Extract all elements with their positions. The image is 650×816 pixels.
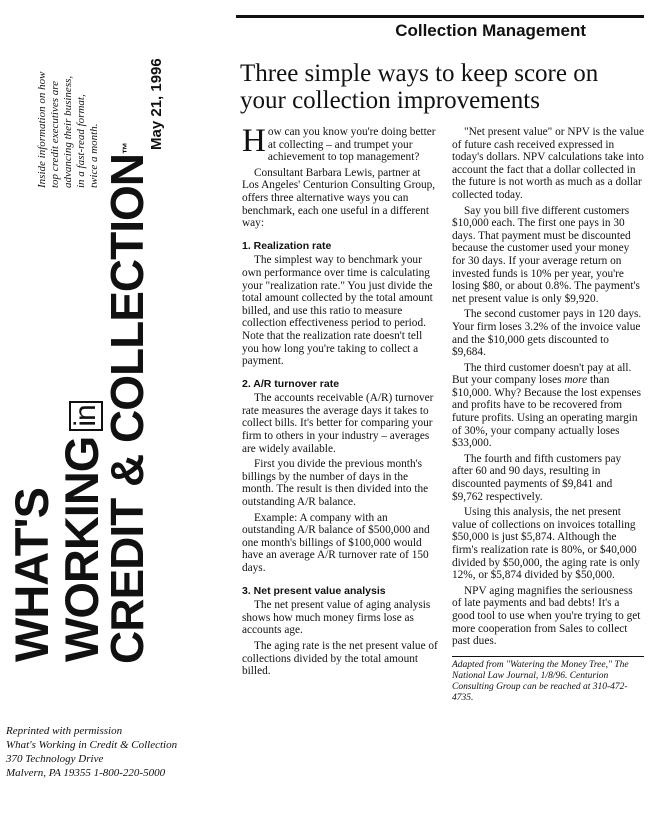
paragraph: The aging rate is the net present value of collections divided by the total amount billed. [242, 639, 438, 678]
source-details: The National Law Journal, 1/8/96. Centurion Consulting Group can be reached at 310-472-4735. [452, 659, 629, 703]
paragraph: The fourth and fifth customers pay after 60 and 90 days, resulting in discounted payments of $9,841 and $9,762 respectively. [452, 452, 622, 503]
paragraph: First you divide the previous month's billings by the number of days in the month. The result is then divided into the outstanding A/R balance. [242, 458, 429, 509]
subheading-realization-rate: 1. Realization rate [242, 239, 332, 252]
paragraph: The accounts receivable (A/R) turnover rate measures the average days it takes to collect bills. It's better for comparing your firm to others in your industry – averages are widely available. [242, 392, 434, 455]
subheading-ar-turnover: 2. A/R turnover rate [242, 377, 340, 390]
emphasis: more [564, 374, 588, 387]
article-headline: Three simple ways to keep score on your collection improvements [240, 60, 599, 114]
paragraph: Consultant Barbara Lewis, partner at Los Angeles' Centurion Consulting Group, offers three alternative ways you can benchmark, each one useful in a different way: [242, 166, 436, 230]
paragraph: The simplest way to benchmark your own performance over time is calculating your "realization rate." You just divide the total amount collected by the total amount billed, and use this ratio to measure collection effectiveness period to period. Note that the realization rate doesn't tell you how long you're taking to collect a payment. [242, 254, 433, 368]
tagline-line: twice a month. [88, 123, 100, 188]
tagline-line: advancing their business, [62, 75, 74, 188]
drop-cap: H [242, 123, 266, 159]
masthead-title-line2 [55, 395, 108, 662]
credit-line: 370 Technology Drive [6, 753, 104, 765]
paragraph: Example: A company with an outstanding A/R balance of $500,000 and one month's billings of $100,000 would have an average A/R turnover rate of 150 days. [242, 511, 430, 574]
intro-text: ow can you know you're doing better at collecting – and trumpet your achievement to top management? [267, 126, 436, 164]
section-title: Collection Management [395, 21, 586, 40]
tagline-line: in a fast-read format, [75, 94, 87, 188]
masthead-title-in: in [69, 401, 103, 430]
masthead-title-line3 [101, 143, 153, 664]
intro-paragraph [242, 123, 440, 164]
trademark-symbol: ™ [120, 143, 134, 155]
source-title: Adapted from "Watering the Money Tree," [452, 659, 612, 670]
paragraph: Say you bill five different customers $10,000 each. The first one pays in 30 days. That payment must be discounted because the customer used your money for 30 days. If your average return on invested funds is 10% per year, you're losing $80, or about 0.8%. The payment's net present value is only $9,920. [452, 204, 640, 305]
text-run: The third customer doesn't pay at all. But your company loses [452, 361, 632, 387]
section-header [236, 15, 644, 48]
credit-line: Malvern, PA 19355 1-800-220-5000 [6, 767, 166, 779]
paragraph [452, 362, 644, 450]
paragraph: The second customer pays in 120 days. Your firm loses 3.2% of the invoice value and the $10,000 gets discounted to $9,684. [452, 308, 642, 359]
paragraph: NPV aging magnifies the seriousness of late payments and bad debts! It's a good tool to use when you're trying to get more cooperation from Sales to collect past dues. [452, 584, 641, 648]
tagline [36, 48, 106, 188]
text-run: than $10,000. Why? Because the lost expenses and profits have to be recovered from future profits. Using an operating margin of 30%, your company actually loses $33,000. [452, 374, 641, 450]
credit-line: What's Working in Credit & Collection [6, 739, 178, 751]
article-column-left [242, 123, 440, 681]
issue-date: May 21, 1996 [148, 58, 165, 150]
masthead-title-credit: CREDIT & COLLECTION [101, 154, 153, 664]
source-note [452, 656, 644, 704]
masthead [0, 0, 232, 700]
credit-line: Reprinted with permission [6, 725, 123, 737]
masthead-title-line1: WHAT'S [5, 488, 58, 662]
masthead-title-working: WORKING [55, 436, 108, 662]
tagline-line: top credit executives are [49, 81, 61, 188]
tagline-line: Inside information on how [36, 71, 48, 188]
paragraph: "Net present value" or NPV is the value of future cash received expressed in today's dollars. NPV calculations take into account the fact that a dollar collected in the future is not worth as much as a dollar collected today. [452, 126, 644, 201]
subheading-npv-analysis: 3. Net present value analysis [242, 584, 386, 597]
article-column-right [452, 126, 644, 704]
paragraph: Using this analysis, the net present value of collections on invoices totalling $50,000 is just $5,874. Although the firm's realization rate is 80%, or $40,000 divided by $50,000, the aging rate is only 12%, or $5,874 divided by $50,000. [452, 506, 640, 582]
reprint-credit [6, 724, 221, 780]
paragraph: The net present value of aging analysis shows how much money firms lose as accounts age. [242, 599, 431, 637]
